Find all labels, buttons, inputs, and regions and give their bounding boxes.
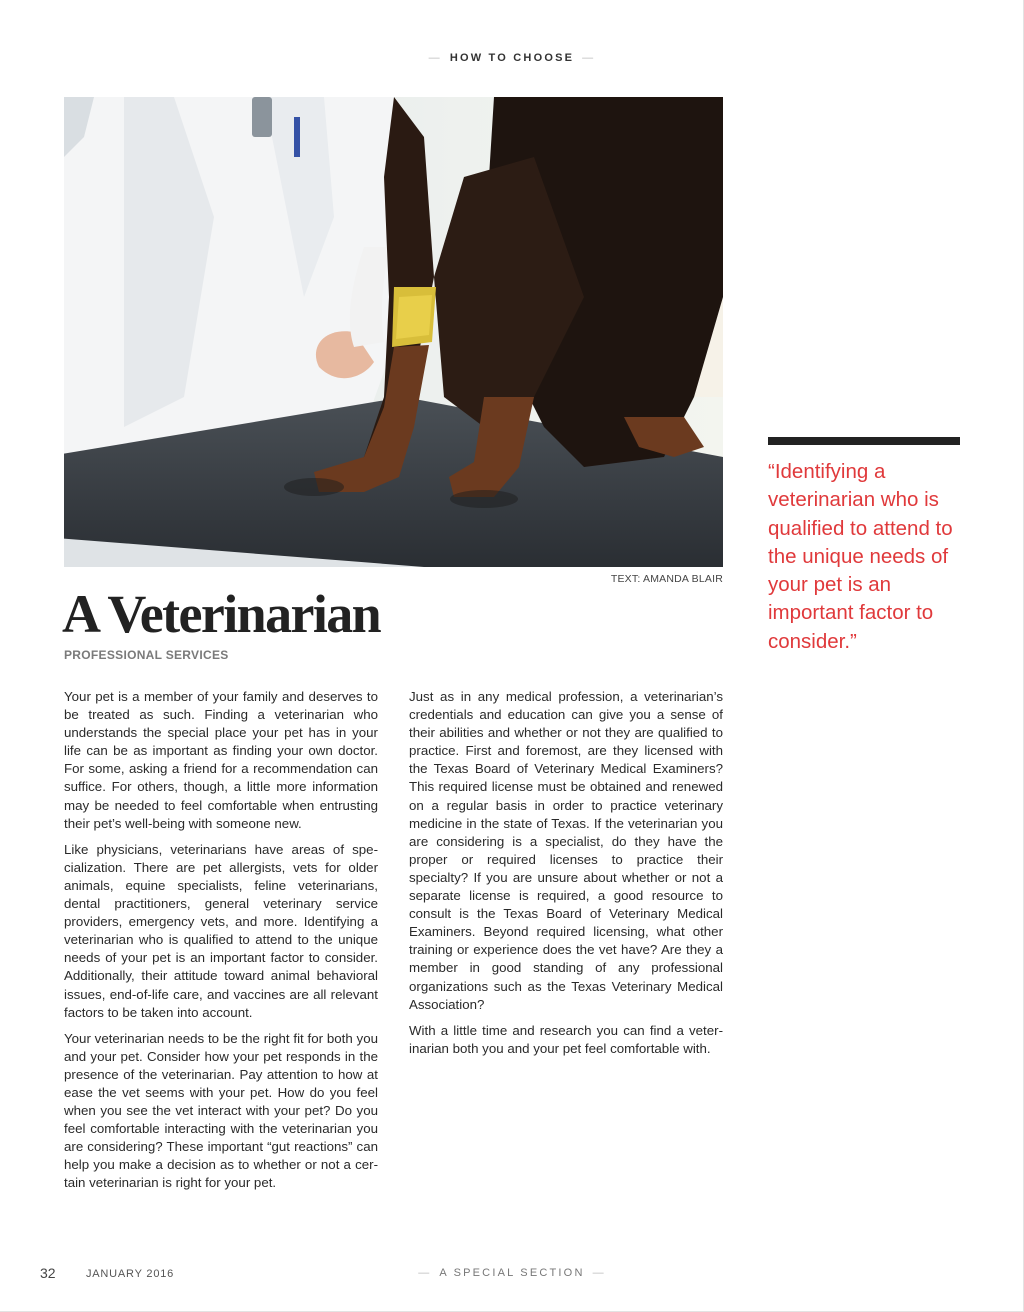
paragraph: Your pet is a member of your family and deserves to be treated as such. Finding a veterinarian who understands the special place your pet has in your life can be as important as finding your own doctor. For some, asking a friend for a recommendation can suffice. For others, though, a little more information may be needed to feel comfortable when entrusting their pet’s well-being with someone new.: [64, 689, 378, 831]
footer-dash-left: —: [418, 1267, 432, 1279]
paragraph: With a little time and research you can find a veterinarian both you and your pet feel comfortable with.: [409, 1022, 723, 1056]
paragraph: Just as in any medical profession, a veterinarian’s credentials and education can give you a sense of their abilities and whether or not they are qualified to practice. First and foremost, are they licensed with the Texas Board of Veterinary Medical Examiners? This required license must be obtained and renewed on a regular basis in order to practice veterinary medicine in the state of Texas. If the veterinarian you are considering is a specialist, do they have the proper or required licenses to practice their specialty? If you are unsure about whether or not a separate license is required, a good resource to consult is the Texas Board of Veterinary Medical Examiners. Beyond required licensing, what other training or experience does the vet have? Are they a member in good standing of any professional organizations such as the Texas Veterinary Medical Association?: [409, 689, 723, 1012]
pull-quote-bar: [768, 437, 960, 445]
section-header-label: HOW TO CHOOSE: [449, 52, 575, 64]
pull-quote: “Identifying a veterinarian who is qualified to attend to the unique needs of your pet is an important factor to consider.”: [768, 460, 953, 653]
footer-dash-right: —: [592, 1267, 606, 1279]
vet-dog-illustration: [64, 97, 723, 567]
header-dash-left: —: [428, 52, 442, 64]
header-dash-right: —: [582, 52, 596, 64]
photo-credit: TEXT: AMANDA BLAIR: [610, 573, 723, 585]
issue-date: JANUARY 2016: [86, 1268, 175, 1280]
paragraph: Your veterinarian needs to be the right fit for both you and your pet. Consider how your pet responds in the presence of the veterinarian. Pay attention to how at ease the vet seems with your pet. How do you feel when you see the vet interact with your pet? Do you feel comfortable interacting with the veterinarian you are considering? These important “gut reactions” can help you make a decision as to whether or not a certain veterinarian is right for your pet.: [64, 1030, 378, 1191]
footer-section: [0, 1267, 1024, 1279]
footer-section-label: A SPECIAL SECTION: [439, 1267, 585, 1279]
article-title: A Veterinarian: [62, 584, 381, 644]
article-photo: [64, 97, 723, 567]
page-number: 32: [40, 1265, 56, 1281]
article-column-right: [409, 688, 723, 1066]
article-column-left: [64, 688, 378, 1201]
paragraph: Like physicians, veterinarians have areas of specialization. There are pet allergists, vets for older animals, equine specialists, feline veterinarians, dental practitioners, general veterinary service providers, emergency vets, and more. Identifying a veterinarian who is qualified to attend to the unique needs of your pet is an important factor to consider. Additionally, their attitude toward animal behavioral issues, end-of-life care, and vaccines are all relevant factors to be taken into account.: [64, 841, 378, 1020]
article-subtitle: PROFESSIONAL SERVICES: [64, 648, 229, 662]
section-header: [0, 52, 1024, 64]
